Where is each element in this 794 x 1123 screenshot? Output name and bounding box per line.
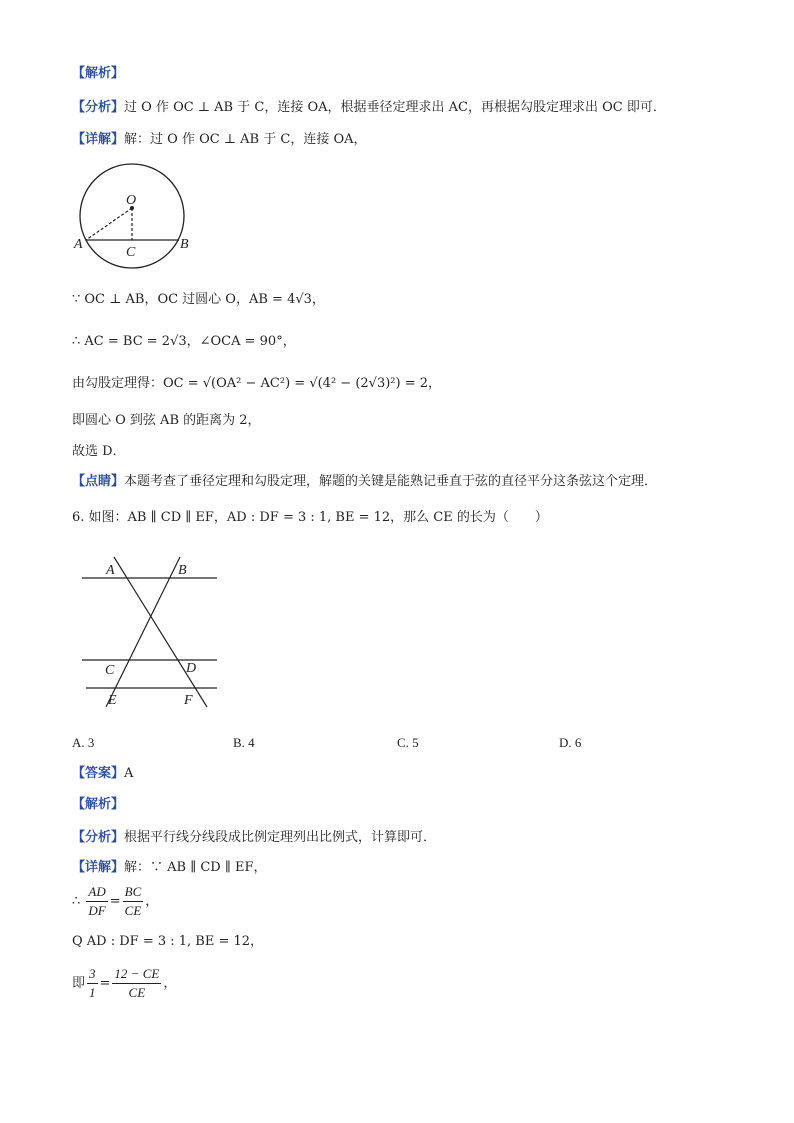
answer-value: A [124, 766, 134, 781]
step1: ∵ OC ⊥ AB，OC 过圆心 O，AB = 4√3， [72, 292, 325, 307]
analysis-line-2 [72, 828, 436, 848]
choice-a: A. 3 [72, 735, 95, 750]
label-a: A [74, 237, 83, 252]
given-line: Q AD : DF = 3 : 1, BE = 12， [72, 934, 264, 949]
analysis-text-2: 根据平行线分线段成比例定理列出比例式，计算即可． [124, 830, 437, 845]
choice-c: C. 5 [397, 735, 419, 750]
parallel-lines-figure [76, 552, 226, 714]
step3: 由勾股定理得：OC = √(OA² − AC²) = √(4² − (2√3)²) = 2， [72, 376, 441, 391]
transversal-be [106, 557, 180, 707]
jiexi-heading-2: 【解析】 [72, 797, 125, 812]
pythagoras-formula: OC = √(OA² − AC²) = √(4² − (2√3)²) = 2， [163, 376, 441, 391]
question-text: 如图：AB ∥ CD ∥ EF，AD : DF = 3 : 1, BE = 12，那么 CE 的长为（ ） [88, 510, 548, 525]
choice-b: B. 4 [233, 735, 255, 750]
choice-d: D. 6 [559, 735, 582, 750]
analysis-tag: 【分析】 [72, 100, 125, 115]
fraction-12-ce: $\frac{12 - CE}{CE}$ [114, 966, 160, 1000]
jiexi-heading: 【解析】 [72, 66, 125, 81]
label-b: B [178, 563, 187, 578]
remark-text: 本题考查了垂径定理和勾股定理，解题的关键是能熟记垂直于弦的直径平分这条弦这个定理． [124, 474, 658, 489]
label-e: E [108, 693, 117, 708]
detail-tag: 【详解】 [72, 132, 125, 147]
analysis-line [72, 98, 666, 118]
question-number: 6. [72, 510, 85, 525]
label-c: C [126, 245, 136, 260]
segment-oa [86, 208, 132, 240]
answer-tag: 【答案】 [72, 766, 125, 781]
step4: 即圆心 O 到弦 AB 的距离为 2， [72, 413, 261, 428]
detail-text: 解：过 O 作 OC ⊥ AB 于 C，连接 OA， [124, 132, 367, 147]
label-o: O [126, 193, 137, 208]
step5: 故选 D． [72, 444, 126, 459]
analysis-text: 过 O 作 OC ⊥ AB 于 C，连接 OA，根据垂径定理求出 AC，再根据勾股定理求出 OC 即可． [124, 100, 666, 115]
fraction-bc-ce: $\frac{BC}{CE}$ [124, 884, 142, 918]
substitution-equation: 即 $\frac{3}{1}$ = $\frac{12 - CE}{CE}$ ， [72, 966, 177, 1000]
detail-line-2 [72, 858, 267, 878]
fraction-3-1: $\frac{3}{1}$ [89, 966, 96, 1000]
circle-figure [70, 158, 200, 276]
step2: ∴ AC = BC = 2√3，∠OCA = 90°， [72, 334, 296, 349]
label-b: B [180, 237, 189, 252]
label-d: D [186, 661, 197, 676]
label-a: A [106, 563, 115, 578]
label-f: F [184, 693, 193, 708]
detail-tag-2: 【详解】 [72, 860, 125, 875]
question-6 [72, 508, 548, 528]
detail-text-2: 解：∵ AB ∥ CD ∥ EF， [124, 860, 267, 875]
detail-line [72, 130, 367, 150]
remark-line [72, 472, 657, 492]
fraction-ad-df: $\frac{AD}{DF}$ [88, 884, 106, 918]
ratio-equation: ∴ $\frac{AD}{DF}$ = $\frac{BC}{CE}$ ， [72, 884, 159, 918]
transversal-af [114, 557, 207, 707]
label-c: C [105, 663, 115, 678]
remark-tag: 【点睛】 [72, 474, 125, 489]
answer-line [72, 764, 133, 784]
analysis-tag-2: 【分析】 [72, 830, 125, 845]
